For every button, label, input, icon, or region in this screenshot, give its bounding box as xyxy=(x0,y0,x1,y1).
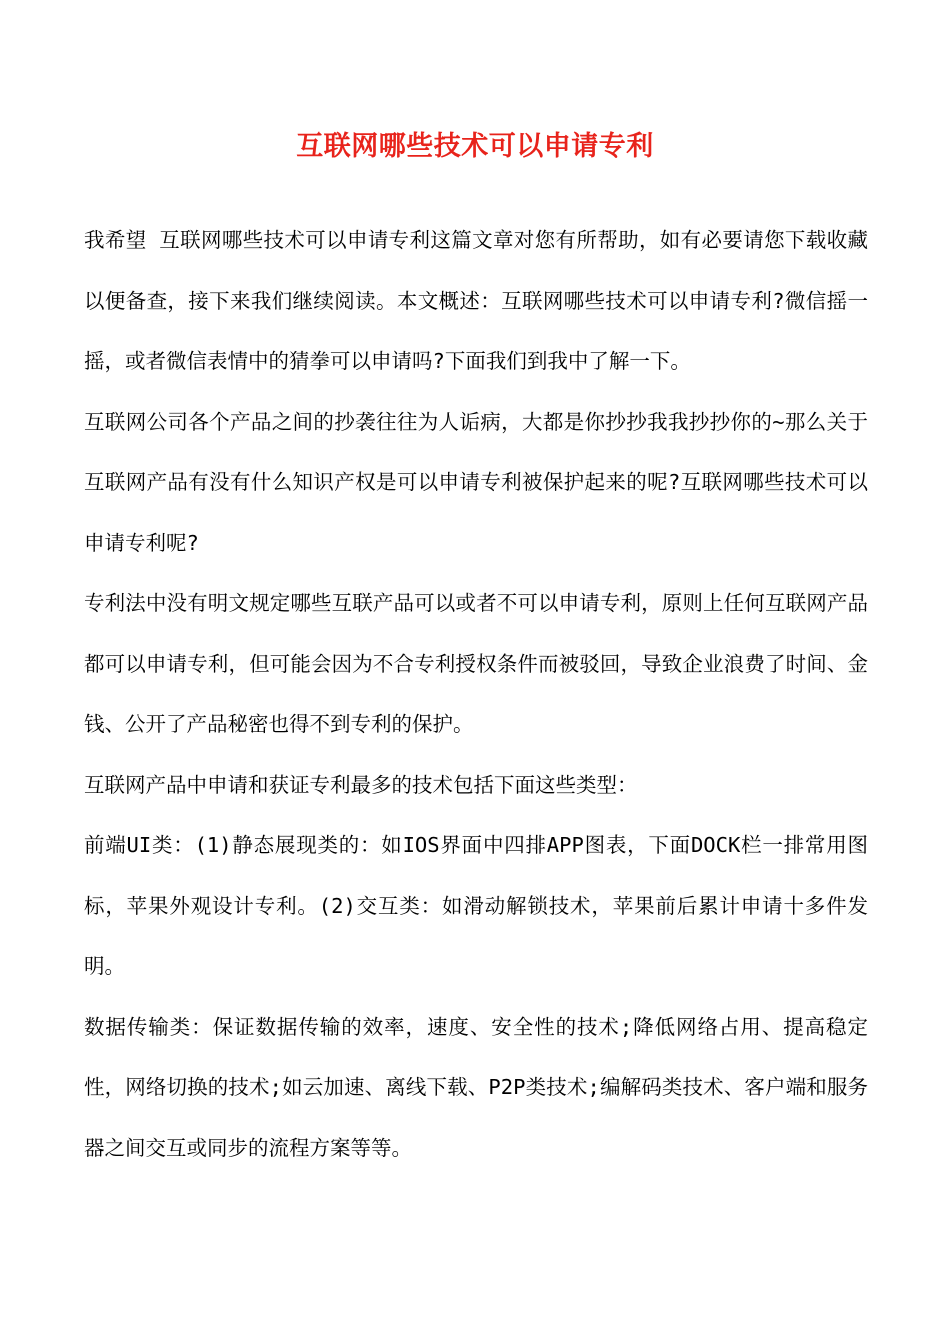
paragraph-types-intro: 互联网产品中申请和获证专利最多的技术包括下面这些类型： xyxy=(84,772,638,797)
document-body xyxy=(84,210,868,1178)
paragraph-intro: 我希望 互联网哪些技术可以申请专利这篇文章对您有所帮助，如有必要请您下载收藏以便备查，接下来我们继续阅读。本文概述：互联网哪些技术可以申请专利?微信摇一摇，或者微信表情中的猜拳可以申请吗?下面我们到我中了解一下。 xyxy=(84,228,868,373)
document-title: 互联网哪些技术可以申请专利 xyxy=(296,131,654,162)
paragraph-data-transfer: 数据传输类：保证数据传输的效率，速度、安全性的技术;降低网络占用、提高稳定性，网络切换的技术;如云加速、离线下载、P2P类技术;编解码类技术、客户端和服务器之间交互或同步的流程方案等等。 xyxy=(84,1014,868,1160)
paragraph-frontend-ui: 前端UI类：(1)静态展现类的：如IOS界面中四排APP图表，下面DOCK栏一排常用图标，苹果外观设计专利。(2)交互类：如滑动解锁技术，苹果前后累计申请十多件发明。 xyxy=(84,833,868,978)
paragraph-plagiarism: 互联网公司各个产品之间的抄袭往往为人诟病，大都是你抄抄我我抄抄你的~那么关于互联网产品有没有什么知识产权是可以申请专利被保护起来的呢?互联网哪些技术可以申请专利呢? xyxy=(84,409,868,555)
paragraph-patent-law: 专利法中没有明文规定哪些互联产品可以或者不可以申请专利，原则上任何互联网产品都可以申请专利，但可能会因为不合专利授权条件而被驳回，导致企业浪费了时间、金钱、公开了产品秘密也得不到专利的保护。 xyxy=(84,591,868,736)
